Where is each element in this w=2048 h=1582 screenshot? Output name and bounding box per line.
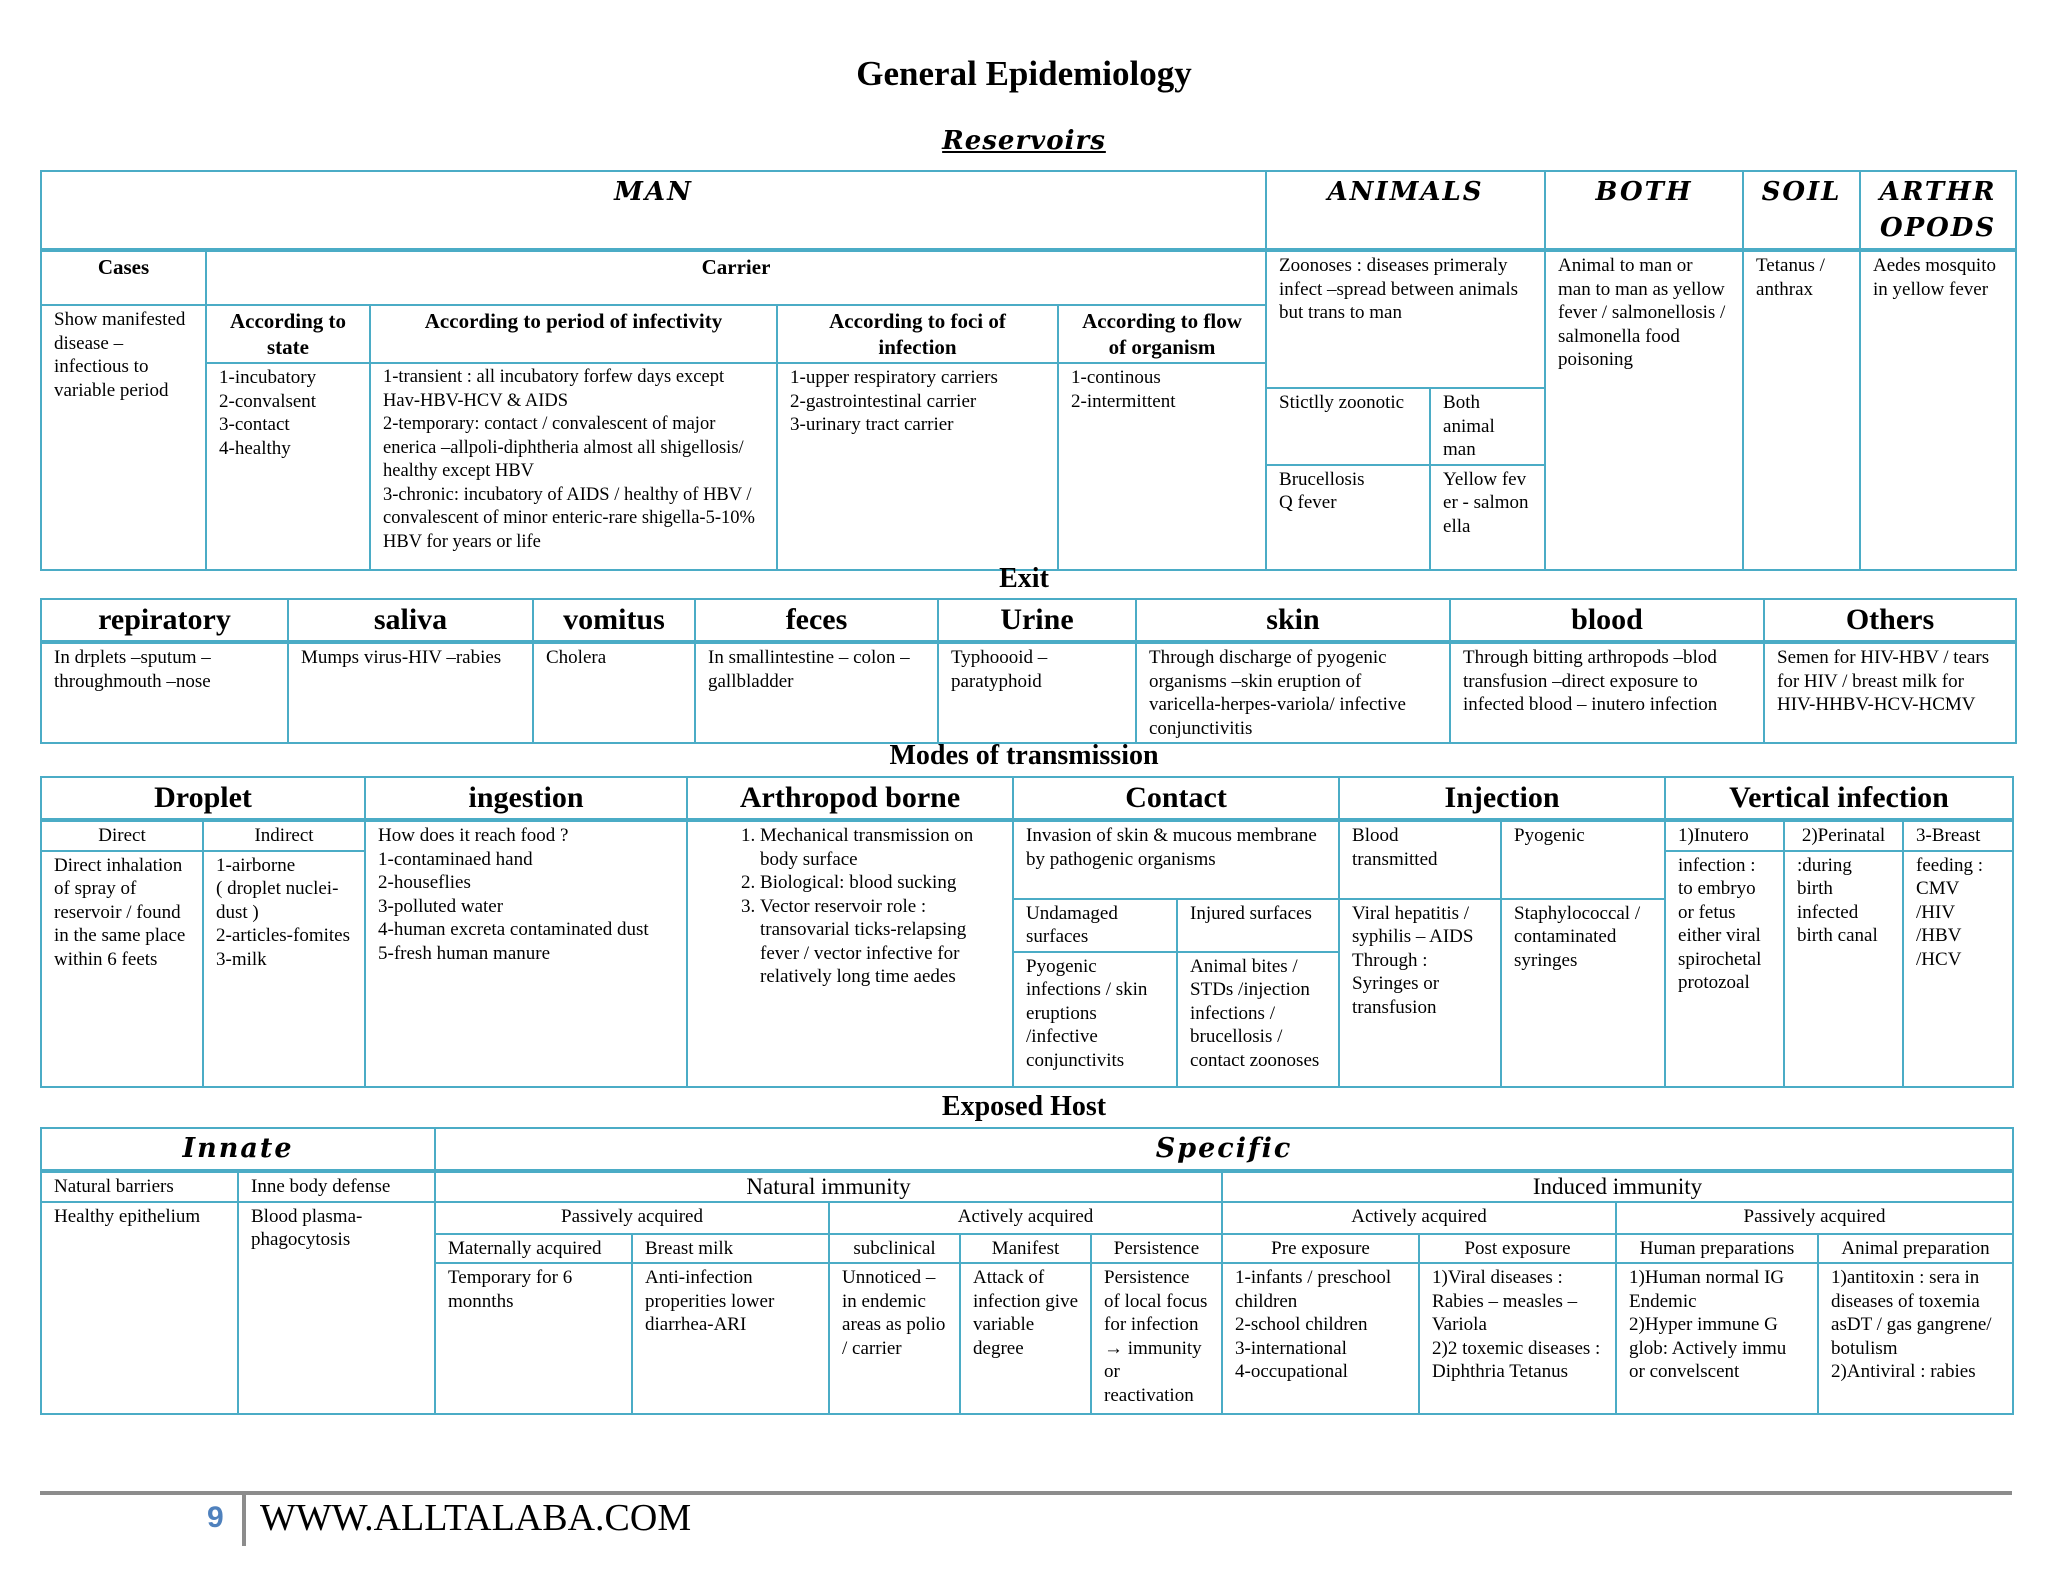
blood-transmitted-text: Viral hepatitis / syphilis – AIDS Through : Syringes or transfusion xyxy=(1339,899,1501,1088)
reservoirs-table xyxy=(40,170,2017,571)
cases-text: Show manifested disease – infectious to variable period xyxy=(41,305,206,570)
arthropod-list xyxy=(687,820,1013,1087)
human-prep-head: Human preparations xyxy=(1616,1234,1818,1264)
natural-passive-head: Passively acquired xyxy=(435,1202,829,1234)
both-animal-man-examples: Yellow fever - salmonella xyxy=(1430,465,1545,570)
breast-head: 3-Breast xyxy=(1903,820,2013,851)
direct-head: Direct xyxy=(41,820,203,851)
mode-arthropod: Arthropod borne xyxy=(687,777,1013,820)
arthropod-item: 3. Vector reservoir role : transovarial ticks-relapsing fever / vector infective for relatively long time aedes xyxy=(760,895,1000,989)
undamaged-head: Undamaged surfaces xyxy=(1013,899,1177,952)
mode-droplet: Droplet xyxy=(41,777,365,820)
col-both: BOTH xyxy=(1545,171,1743,250)
exit-text-others: Semen for HIV-HBV / tears for HIV / breast milk for HIV-HHBV-HCV-HCMV xyxy=(1764,642,2016,743)
col-animals: ANIMALS xyxy=(1266,171,1545,250)
direct-text: Direct inhalation of spray of reservoir / found in the same place within 6 feets xyxy=(41,851,203,1088)
natural-immunity-head: Natural immunity xyxy=(435,1171,1222,1202)
reservoirs-heading: Reservoirs xyxy=(942,126,1106,156)
exit-head-blood: blood xyxy=(1450,599,1764,642)
manifest-text: Attack of infection give variable degree xyxy=(960,1263,1091,1414)
persistence-text: Persistence of local focus for infection → immunity or reactivation xyxy=(1091,1263,1222,1414)
exit-table xyxy=(40,598,2017,744)
arthropods-text: Aedes mosquito in yellow fever xyxy=(1860,250,2016,570)
by-period-text: 1-transient : all incubatory forfew days except Hav-HBV-HCV & AIDS 2-temporary: contact / convalescent of major enerica –allpoli-diphtheria almost all shigellosis/ healthy except HBV 3-chronic: incubatory of AIDS / healthy of HBV / convalescent of minor enteric-rare shigella-5-10% HBV for years or life xyxy=(370,363,777,570)
mode-injection: Injection xyxy=(1339,777,1665,820)
exit-text-blood: Through bitting arthropods –blod transfusion –direct exposure to infected blood – inutero infection xyxy=(1450,642,1764,743)
by-flow-head: According to flow of organism xyxy=(1058,305,1266,363)
strictly-zoonotic-head: Stictlly zoonotic xyxy=(1266,388,1430,465)
blood-transmitted-head: Blood transmitted xyxy=(1339,820,1501,899)
col-man: MAN xyxy=(41,171,1266,250)
footer-rule xyxy=(40,1491,2012,1495)
perinatal-head: 2)Perinatal xyxy=(1784,820,1903,851)
persistence-head: Persistence xyxy=(1091,1234,1222,1264)
by-state-head: According to state xyxy=(206,305,370,363)
exit-text-saliva: Mumps virus-HIV –rabies xyxy=(288,642,533,743)
exit-head-saliva: saliva xyxy=(288,599,533,642)
col-arthropods: ARTHROPODS xyxy=(1860,171,2016,250)
breast-milk-head: Breast milk xyxy=(632,1234,829,1264)
page-number: 9 xyxy=(207,1501,224,1534)
by-foci-head: According to foci of infection xyxy=(777,305,1058,363)
inne-body-head: Inne body defense xyxy=(238,1171,435,1202)
injured-text: Animal bites / STDs /injection infections / brucellosis / contact zoonoses xyxy=(1177,952,1339,1088)
exit-head-urine: Urine xyxy=(938,599,1136,642)
both-animal-man-head: Both animal man xyxy=(1430,388,1545,465)
arthropod-item: 2. Biological: blood sucking xyxy=(760,871,1000,895)
page-title: General Epidemiology xyxy=(856,54,1192,93)
mode-ingestion: ingestion xyxy=(365,777,687,820)
contact-text: Invasion of skin & mucous membrane by pathogenic organisms xyxy=(1013,820,1339,899)
modes-table xyxy=(40,776,2014,1088)
carrier-head: Carrier xyxy=(206,250,1266,305)
arthropod-item: 1. Mechanical transmission on body surface xyxy=(760,824,1000,871)
undamaged-text: Pyogenic infections / skin eruptions /infective conjunctivits xyxy=(1013,952,1177,1088)
inutero-text: infection : to embryo or fetus either viral spirochetal protozoal xyxy=(1665,851,1784,1088)
footer-divider xyxy=(242,1494,246,1546)
induced-active-head: Actively acquired xyxy=(1222,1202,1616,1234)
breast-milk-text: Anti-infection properities lower diarrhea-ARI xyxy=(632,1263,829,1414)
footer-website[interactable]: WWW.ALLTALABA.COM xyxy=(260,1497,692,1539)
induced-passive-head: Passively acquired xyxy=(1616,1202,2013,1234)
exit-head-respiratory: repiratory xyxy=(41,599,288,642)
col-soil: SOIL xyxy=(1743,171,1860,250)
exit-head-others: Others xyxy=(1764,599,2016,642)
subclinical-text: Unnoticed – in endemic areas as polio / carrier xyxy=(829,1263,960,1414)
host-table xyxy=(40,1127,2014,1415)
mode-vertical: Vertical infection xyxy=(1665,777,2013,820)
post-exposure-text: 1)Viral diseases : Rabies – measles – Variola 2)2 toxemic diseases : Diphthria Tetanus xyxy=(1419,1263,1616,1414)
natural-barriers-head: Natural barriers xyxy=(41,1171,238,1202)
exit-head-feces: feces xyxy=(695,599,938,642)
post-exposure-head: Post exposure xyxy=(1419,1234,1616,1264)
exit-text-feces: In smallintestine – colon –gallbladder xyxy=(695,642,938,743)
indirect-head: Indirect xyxy=(203,820,365,851)
exit-text-skin: Through discharge of pyogenic organisms –skin eruption of varicella-herpes-variola/ infective conjunctivitis xyxy=(1136,642,1450,743)
perinatal-text: :during birth infected birth canal xyxy=(1784,851,1903,1088)
indirect-text: 1-airborne ( droplet nuclei-dust ) 2-articles-fomites 3-milk xyxy=(203,851,365,1088)
modes-heading: Modes of transmission xyxy=(889,740,1159,771)
by-flow-text: 1-continous 2-intermittent xyxy=(1058,363,1266,570)
mode-contact: Contact xyxy=(1013,777,1339,820)
by-foci-text: 1-upper respiratory carriers 2-gastrointestinal carrier 3-urinary tract carrier xyxy=(777,363,1058,570)
cases-head: Cases xyxy=(41,250,206,305)
by-state-text: 1-incubatory 2-convalsent 3-contact 4-healthy xyxy=(206,363,370,570)
induced-immunity-head: Induced immunity xyxy=(1222,1171,2013,1202)
exit-text-vomitus: Cholera xyxy=(533,642,695,743)
exit-text-urine: Typhoooid –paratyphoid xyxy=(938,642,1136,743)
inutero-head: 1)Inutero xyxy=(1665,820,1784,851)
exit-head-vomitus: vomitus xyxy=(533,599,695,642)
injured-head: Injured surfaces xyxy=(1177,899,1339,952)
healthy-epithelium: Healthy epithelium xyxy=(41,1202,238,1415)
specific-head: Specific xyxy=(435,1128,2013,1171)
animal-prep-head: Animal preparation xyxy=(1818,1234,2013,1264)
host-heading: Exposed Host xyxy=(941,1091,1107,1122)
pre-exposure-text: 1-infants / preschool children 2-school children 3-international 4-occupational xyxy=(1222,1263,1419,1414)
animal-prep-text: 1)antitoxin : sera in diseases of toxemia asDT / gas gangrene/ botulism 2)Antiviral : rabies xyxy=(1818,1263,2013,1414)
pyogenic-text: Staphylococcal / contaminated syringes xyxy=(1501,899,1665,1088)
soil-text: Tetanus / anthrax xyxy=(1743,250,1860,570)
exit-text-respiratory: In drplets –sputum –throughmouth –nose xyxy=(41,642,288,743)
zoonoses-text: Zoonoses : diseases primeraly infect –spread between animals but trans to man xyxy=(1266,250,1545,388)
human-prep-text: 1)Human normal IG Endemic 2)Hyper immune G glob: Actively immu or convelscent xyxy=(1616,1263,1818,1414)
maternal-text: Temporary for 6 monnths xyxy=(435,1263,632,1414)
by-period-head: According to period of infectivity xyxy=(370,305,777,363)
breast-text: feeding : CMV /HIV /HBV /HCV xyxy=(1903,851,2013,1088)
ingestion-text: How does it reach food ? 1-contaminaed hand 2-houseflies 3-polluted water 4-human excreta contaminated dust 5-fresh human manure xyxy=(365,820,687,1087)
blood-plasma: Blood plasma-phagocytosis xyxy=(238,1202,435,1415)
innate-head: Innate xyxy=(41,1128,435,1171)
strictly-zoonotic-examples: Brucellosis Q fever xyxy=(1266,465,1430,570)
exit-head-skin: skin xyxy=(1136,599,1450,642)
manifest-head: Manifest xyxy=(960,1234,1091,1264)
exit-heading: Exit xyxy=(999,563,1049,594)
natural-active-head: Actively acquired xyxy=(829,1202,1222,1234)
pre-exposure-head: Pre exposure xyxy=(1222,1234,1419,1264)
maternal-head: Maternally acquired xyxy=(435,1234,632,1264)
subclinical-head: subclinical xyxy=(829,1234,960,1264)
both-text: Animal to man or man to man as yellow fever / salmonellosis / salmonella food poisoning xyxy=(1545,250,1743,570)
pyogenic-head: Pyogenic xyxy=(1501,820,1665,899)
